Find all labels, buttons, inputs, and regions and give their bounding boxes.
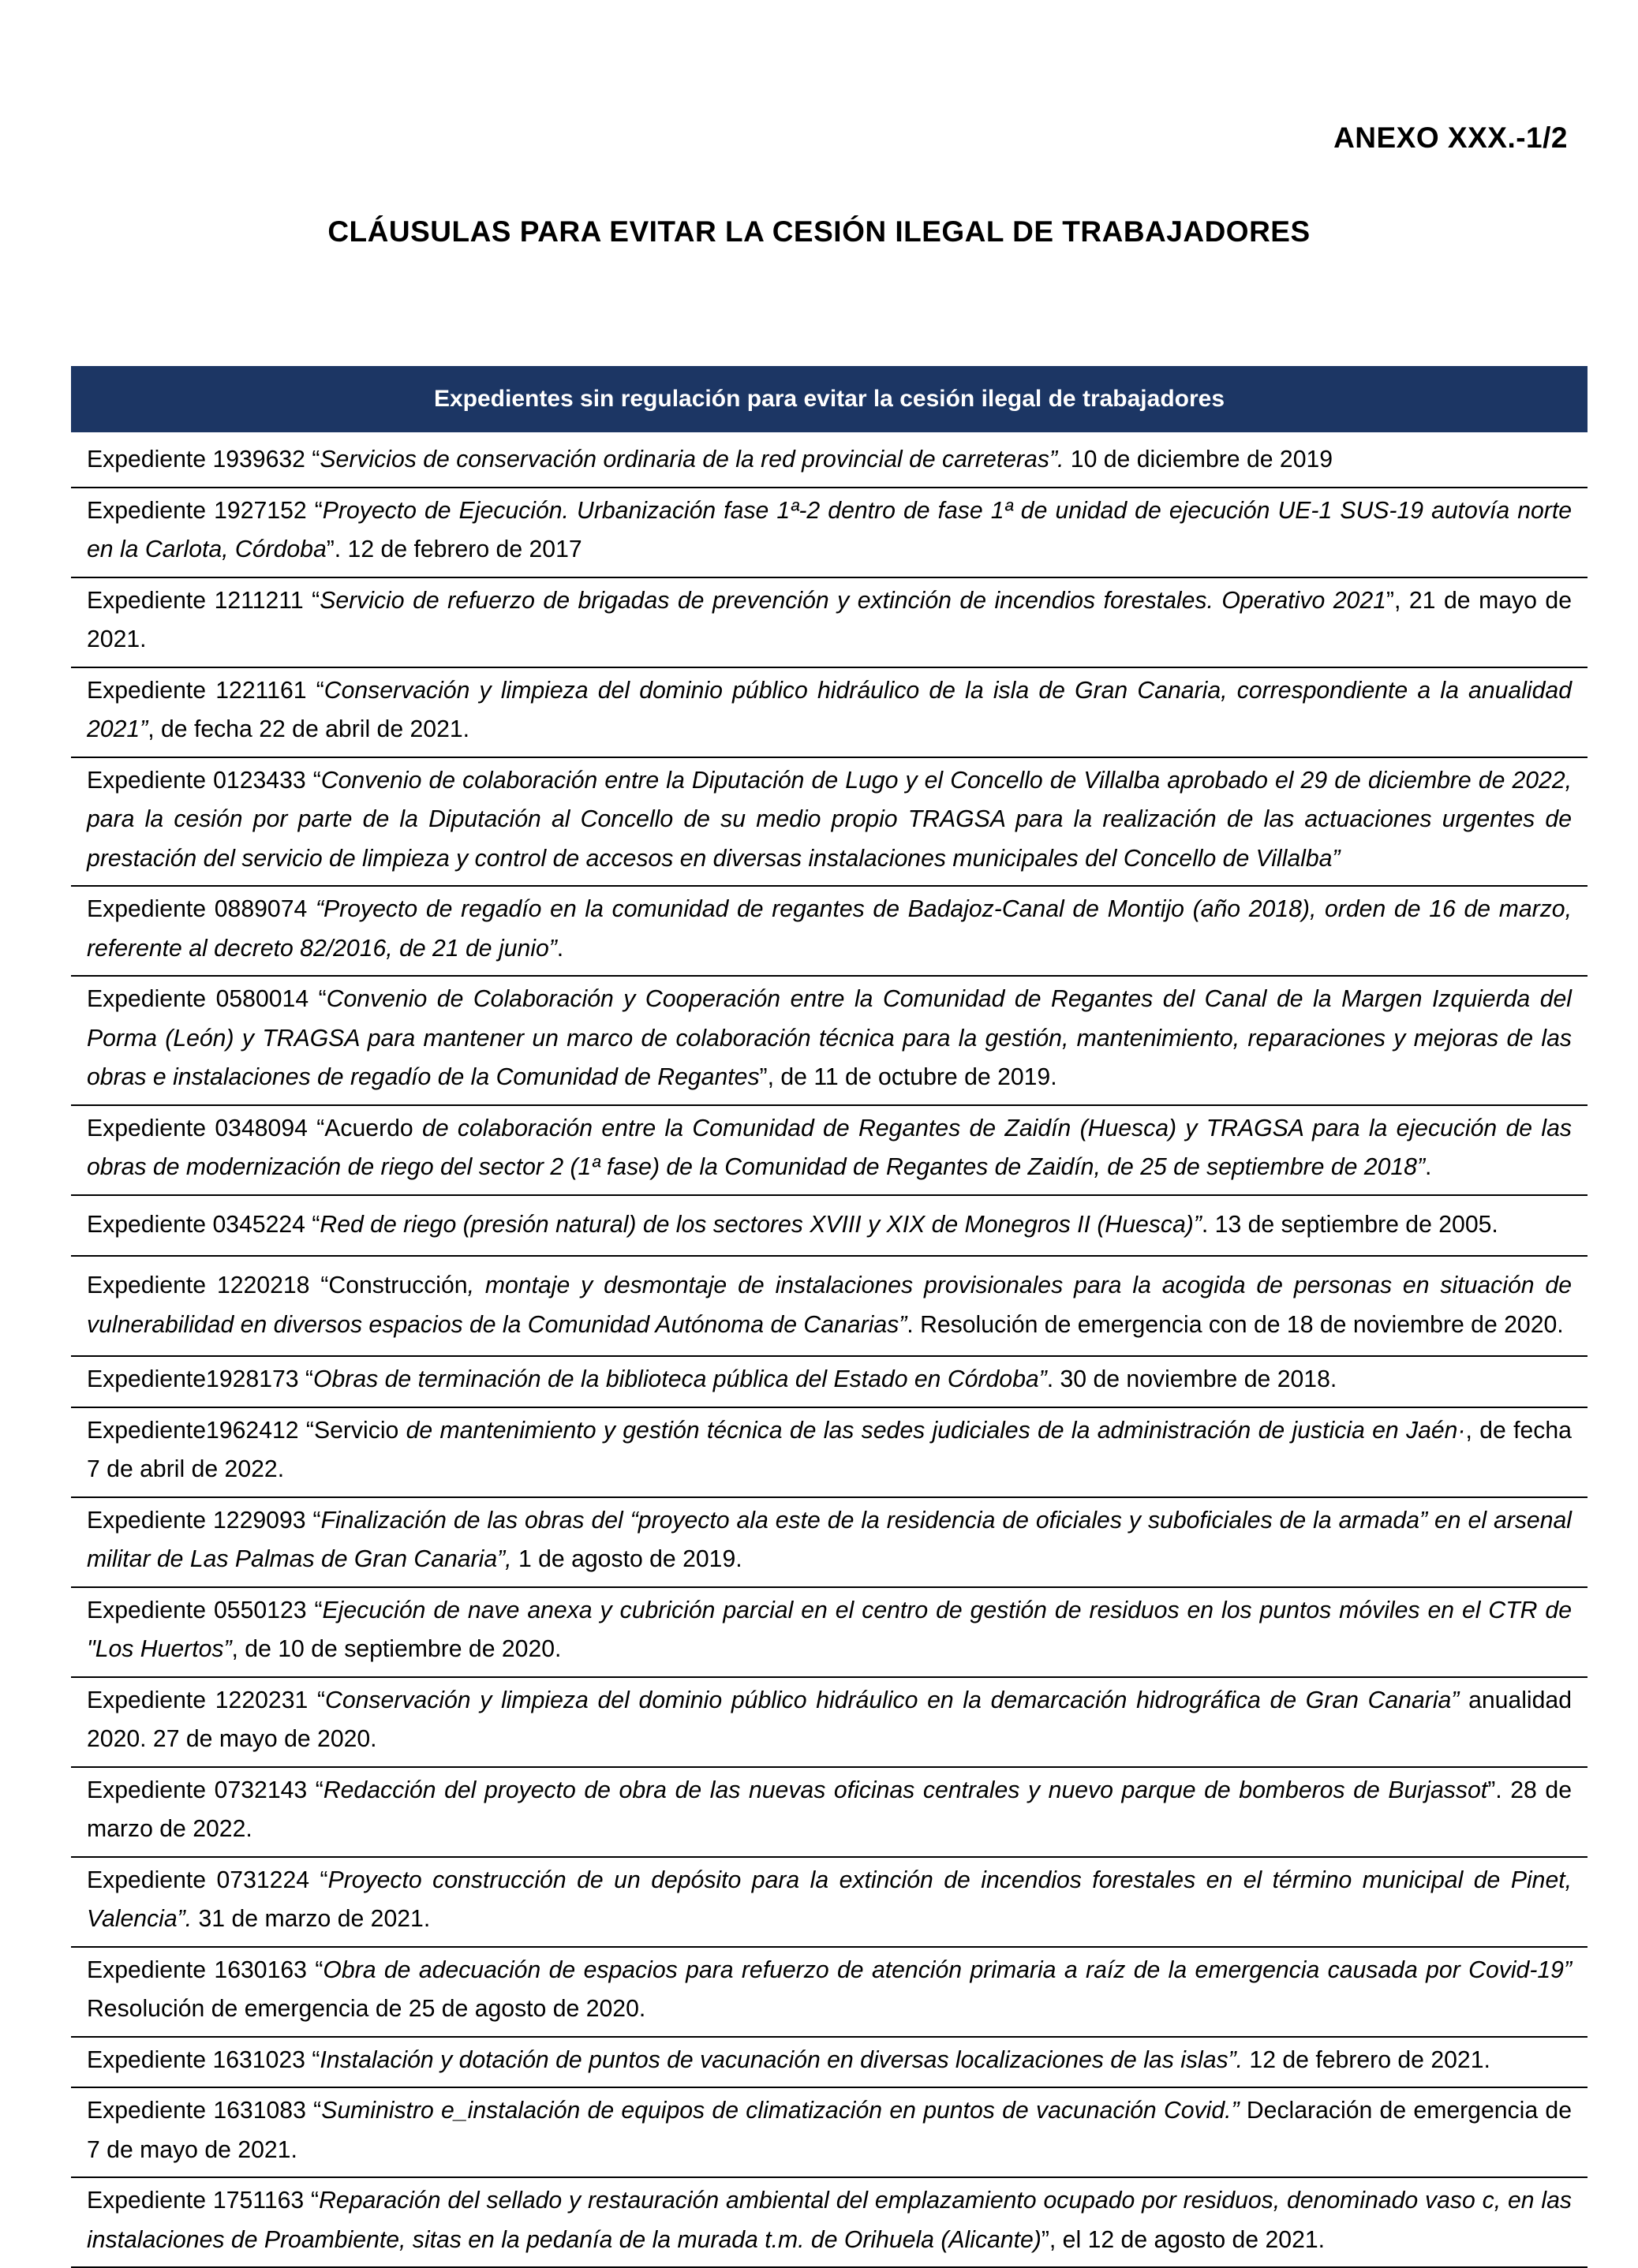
row-italic-text: Convenio de colaboración entre la Diputación de Lugo y el Concello de Villalba aprobado el 29 de diciembre de 2022, para la cesión por parte de la Diputación al Concello de su medio propio TRAGSA para la realización de las actuaciones urgentes de prestación del servicio de limpieza y control de accesos en diversas instalaciones municipales del Concello de Villalba” — [87, 767, 1573, 872]
table-row — [71, 487, 1588, 577]
row-italic-text: Redacción del proyecto de obra de las nuevas oficinas centrales y nuevo parque de bomberos de Burjassot — [323, 1777, 1488, 1803]
row-italic-text: Conservación y limpieza del dominio público hidráulico de la isla de Gran Canaria, correspondiente a la anualidad 2021” — [87, 677, 1572, 742]
row-tail-text: . 13 de septiembre de 2005. — [1201, 1211, 1498, 1238]
row-lead-text: Expediente 0123433 “ — [87, 767, 321, 794]
row-lead-text: Expediente 1631023 “ — [87, 2046, 320, 2073]
row-lead-text: Expediente 0889074 — [87, 896, 316, 922]
row-italic-text: Obra de adecuación de espacios para refuerzo de atención primaria a raíz de la emergencia causada por Covid-19” — [323, 1956, 1573, 1983]
expedientes-table — [71, 366, 1588, 2268]
row-italic-text: Convenio de Colaboración y Cooperación entre la Comunidad de Regantes del Canal de la Margen Izquierda del Porma (León) y TRAGSA para mantener un marco de colaboración técnica para la gestión, mantenimiento, reparaciones y mejoras de las obras e instalaciones de regadío de la Comunidad de Regantes — [87, 986, 1573, 1090]
table-row — [71, 885, 1588, 975]
table-row — [71, 1766, 1588, 1856]
row-tail-text: ”, el 12 de agosto de 2021. — [1041, 2226, 1326, 2253]
row-italic-text: Instalación y dotación de puntos de vacunación en diversas localizaciones de las islas”. — [320, 2046, 1243, 2073]
row-lead-text: Expediente 1630163 “ — [87, 1956, 323, 1983]
table-row — [71, 975, 1588, 1104]
table-row — [71, 1496, 1588, 1586]
row-tail-text: Resolución de emergencia de 25 de agosto de 2020. — [87, 1996, 646, 2022]
document-title: CLÁUSULAS PARA EVITAR LA CESIÓN ILEGAL DE TRABAJADORES — [327, 215, 1311, 248]
row-tail-text: anualidad 2020. 27 de mayo de 2020. — [87, 1687, 1573, 1752]
row-tail-text: Declaración de emergencia de 7 de mayo de 2021. — [87, 2098, 1572, 2163]
table-body — [71, 437, 1588, 2266]
row-lead-text: Expediente 0345224 “ — [87, 1211, 320, 1238]
row-italic-text: , montaje y desmontaje de instalaciones provisionales para la acogida de personas en situación de vulnerabilidad en diversos espacios de la Comunidad Autónoma de Canarias” — [87, 1272, 1573, 1338]
table-row — [71, 437, 1588, 487]
row-tail-text: , de fecha 22 de abril de 2021. — [148, 716, 470, 742]
row-lead-text: Expediente 1939632 “ — [87, 447, 320, 473]
row-lead-text: Expediente 1220231 “ — [87, 1687, 326, 1713]
row-tail-text: ”. 12 de febrero de 2017 — [326, 536, 582, 562]
row-italic-text: Red de riego (presión natural) de los sectores XVIII y XIX de Monegros II (Huesca)” — [320, 1211, 1202, 1238]
row-lead-text: Expediente 1927152 “ — [87, 497, 323, 524]
table-row — [71, 1946, 1588, 2036]
row-italic-text: Proyecto construcción de un depósito para la extinción de incendios forestales en el término municipal de Pinet, Valencia”. — [87, 1866, 1573, 1932]
row-italic-text: Finalización de las obras del “proyecto ala este de la residencia de oficiales y suboficiales de la armada” en el arsenal militar de Las Palmas de Gran Canaria”, — [87, 1507, 1573, 1572]
table-row — [71, 577, 1588, 667]
row-lead-text: Expediente1928173 “ — [87, 1366, 314, 1392]
row-lead-text: Expediente 0550123 “ — [87, 1597, 323, 1623]
table-row — [71, 2087, 1588, 2176]
row-italic-text: “Proyecto de regadío en la comunidad de regantes de Badajoz-Canal de Montijo (año 2018), orden de 16 de marzo, referente al decreto 82/2016, de 21 de junio” — [87, 896, 1572, 962]
table-row — [71, 757, 1588, 886]
row-italic-text: de colaboración entre la Comunidad de Regantes de Zaidín (Huesca) y TRAGSA para la ejecución de las obras de modernización de riego del sector 2 (1ª fase) de la Comunidad de Regantes de Zaidín, de 25 de septiembre de 2018” — [87, 1115, 1573, 1180]
table-row — [71, 1856, 1588, 1946]
row-italic-text: Reparación del sellado y restauración ambiental del emplazamiento ocupado por residuos, denominado vaso c, en las instalaciones de Proambiente, sitas en la pedanía de la murada t.m. de Orihuela (Alicante) — [87, 2188, 1572, 2253]
table-row — [71, 2036, 1588, 2087]
row-tail-text: . — [556, 935, 564, 962]
row-tail-text: 12 de febrero de 2021. — [1243, 2046, 1490, 2073]
row-lead-text: Expediente1962412 “Servicio — [87, 1417, 406, 1444]
row-tail-text: , de 10 de septiembre de 2020. — [231, 1636, 562, 1662]
row-lead-text: Expediente 0580014 “ — [87, 986, 327, 1012]
row-tail-text: 31 de marzo de 2021. — [192, 1906, 431, 1932]
row-tail-text: . — [1425, 1154, 1432, 1180]
row-lead-text: Expediente 0348094 “Acuerdo — [87, 1115, 423, 1141]
row-lead-text: Expediente 1229093 “ — [87, 1507, 321, 1534]
table-row — [71, 1194, 1588, 1256]
table-row — [71, 1104, 1588, 1194]
table-row — [71, 1676, 1588, 1766]
row-lead-text: Expediente 0731224 “ — [87, 1866, 328, 1893]
row-italic-text: Proyecto de Ejecución. Urbanización fase 1ª-2 dentro de fase 1ª de unidad de ejecución UE-1 SUS-19 autovía norte en la Carlota, Córdoba — [87, 497, 1573, 562]
row-italic-text: de mantenimiento y gestión técnica de las sedes judiciales de la administración de justicia en Jaén· — [406, 1417, 1466, 1444]
row-tail-text: 1 de agosto de 2019. — [511, 1546, 742, 1572]
row-lead-text: Expediente 1751163 “ — [87, 2188, 320, 2214]
row-italic-text: Ejecución de nave anexa y cubrición parcial en el centro de gestión de residuos en los puntos móviles en el CTR de "Los Huertos” — [87, 1597, 1573, 1662]
row-tail-text: . 30 de noviembre de 2018. — [1046, 1366, 1337, 1392]
row-italic-text: Suministro e_instalación de equipos de climatización en puntos de vacunación Covid.” — [321, 2098, 1240, 2124]
annex-number: ANEXO XXX.-1/2 — [1333, 121, 1568, 154]
table-heading: Expedientes sin regulación para evitar la cesión ilegal de trabajadores — [71, 366, 1588, 432]
row-italic-text: Servicio de refuerzo de brigadas de prevención y extinción de incendios forestales. Operativo 2021 — [320, 587, 1386, 614]
row-italic-text: Servicios de conservación ordinaria de la red provincial de carreteras”. — [320, 447, 1064, 473]
row-lead-text: Expediente 1221161 “ — [87, 677, 324, 704]
row-tail-text: 10 de diciembre de 2019 — [1064, 447, 1333, 473]
row-italic-text: Obras de terminación de la biblioteca pública del Estado en Córdoba” — [313, 1366, 1047, 1392]
table-row — [71, 1407, 1588, 1496]
table-row — [71, 1255, 1588, 1355]
row-lead-text: Expediente 0732143 “ — [87, 1777, 323, 1803]
table-row — [71, 2176, 1588, 2266]
row-tail-text: ”, de 11 de octubre de 2019. — [759, 1064, 1057, 1090]
row-tail-text: , de fecha 7 de abril de 2022. — [87, 1417, 1572, 1482]
row-lead-text: Expediente 1631083 “ — [87, 2098, 322, 2124]
table-row — [71, 1586, 1588, 1676]
row-lead-text: Expediente 1220218 “Construcción — [87, 1272, 468, 1298]
row-italic-text: Conservación y limpieza del dominio público hidráulico en la demarcación hidrográfica de Gran Canaria” — [325, 1687, 1460, 1713]
row-tail-text: . Resolución de emergencia con de 18 de noviembre de 2020. — [907, 1311, 1564, 1338]
row-lead-text: Expediente 1211211 “ — [87, 587, 320, 614]
row-tail-text: ”. 28 de marzo de 2022. — [87, 1777, 1572, 1842]
table-row — [71, 667, 1588, 757]
row-tail-text: ”, 21 de mayo de 2021. — [87, 587, 1572, 652]
table-row — [71, 1355, 1588, 1407]
